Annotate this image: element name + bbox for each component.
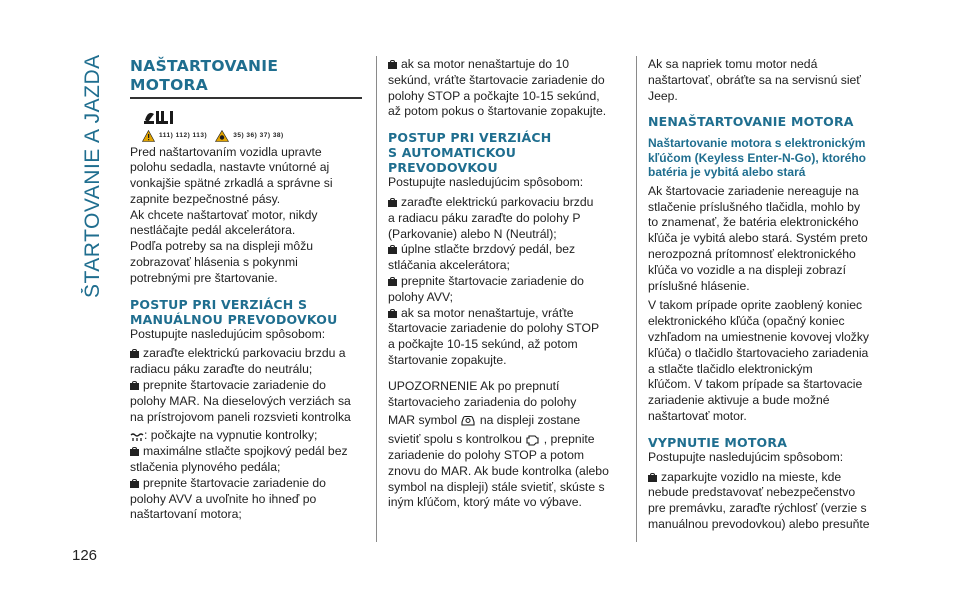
paragraph-line: Jeep. [648,88,678,103]
paragraph-line: zobrazovať hlásenia s pokynmi [130,255,298,270]
follow-instruction: Postupujte nasledujúcim spôsobom: [648,449,844,464]
heading-engine-shutdown: VYPNUTIE MOTORA [648,434,788,450]
paragraph-line: Podľa potreby sa na displeji môžu [130,239,314,254]
paragraph-line: kľúča je vybitá alebo stará. Systém preto [648,231,868,246]
note-line: štartovacieho zariadenia do polohy [388,394,577,409]
page-number: 126 [72,547,98,564]
bullet-item: ak sa motor nenaštartuje, vráťte [388,306,622,322]
heading-automatic-transmission: POSTUP PRI VERZIÁCH S AUTOMATICKOU PREVODOVKOU [388,130,552,176]
warning-triangle-icon [142,130,155,142]
note-line: iným kľúčom, ktorý máte vo výbave. [388,495,582,510]
follow-instruction: Postupujte nasledujúcim spôsobom: [388,175,584,190]
paragraph-line: kľúča) o tlačidlo štartovacieho zariadenia [648,345,869,360]
paragraph-line: a stlačte tlačidlo elektronickým [648,361,813,376]
bullet-line: a počkajte 10-15 sekúnd, až potom [388,337,578,352]
bullet-line: na prístrojovom paneli rozsvieti kontrolka [130,409,351,424]
bullet-line: polohy AVV a uvoľnite ho ihneď po [130,491,317,506]
warning-references: 111) 112) 113) [159,131,208,139]
bullet-icon [648,473,658,482]
bullet-line: štartovanie zopakujte. [388,352,507,367]
bullet-icon [388,60,398,69]
paragraph-line: zariadenie aktivuje a bude možné [648,393,830,408]
paragraph-line: elektronického kľúča (opačný koniec [648,314,845,329]
caution-references: 35) 36) 37) 38) [233,131,284,139]
bullet-item: ak sa motor nenaštartuje do 10 [388,57,622,73]
bullet-icon [130,447,140,456]
paragraph-line: stlačenie príslušného tlačidla, mohlo by [648,199,861,214]
bullet-line: štartovacie zariadenie do polohy STOP [388,321,600,336]
bullet-line: naštartovaní motora; [130,507,242,522]
engine-warning-icon [525,433,540,446]
heading-manual-transmission: POSTUP PRI VERZIÁCH S MANUÁLNOU PREVODOVKOU [130,296,338,327]
bullet-item: prepnite štartovacie zariadenie do [130,476,364,492]
paragraph-line: naštartovať motor. [648,409,747,424]
bullet-line: stláčania akcelerátora; [388,258,510,273]
paragraph-line: kľúča vo vozidle a na displeji zobrazí [648,262,846,277]
paragraph-line: vonkajšie spätné zrkadlá a správne si [130,176,333,191]
bullet-line: : počkajte na vypnutie kontrolky; [130,428,364,444]
bullet-icon [130,479,140,488]
bullet-icon [388,198,398,207]
bullet-icon [130,381,140,390]
paragraph-line: Ak sa napriek tomu motor nedá [648,57,818,71]
bullet-line: polohy MAR. Na dieselových verziách sa [130,393,351,408]
note-line: svietiť spolu s kontrolkou , prepnite [388,432,595,447]
column-divider [376,56,377,542]
reference-row [130,129,364,143]
bullet-line: nebude predstavovať nebezpečenstvo [648,485,856,500]
paragraph-line: potrebnými pre štartovanie. [130,270,278,285]
bullet-line: radiacu páku zaraďte do neutrálu; [130,362,313,377]
bullet-line: a radiacu páku zaraďte do polohy P [388,210,581,225]
engine-logo-row [130,107,364,129]
paragraph-line: V takom prípade oprite zaoblený koniec [648,298,863,313]
paragraph-line: naštartovať, obráťte sa na servisnú sieť [648,72,861,87]
bullet-line: pre premávku, zaraďte rýchlosť (verzie s [648,501,867,516]
bullet-line: manuálnou prevodovkou) alebo presuňte [648,517,870,532]
paragraph-line: zapnite bezpečnostné pásy. [130,191,281,206]
bullet-icon [388,309,398,318]
note-line: zariadenie do polohy STOP a potom [388,447,585,462]
paragraph-line: Ak štartovacie zariadenie nereaguje na [648,183,859,198]
bullet-item: prepnite štartovacie zariadenie do [130,378,364,394]
column-3 [648,57,888,533]
section-title: NAŠTARTOVANIE MOTORA [130,57,279,94]
note-line: MAR symbol na displeji zostane [388,413,581,428]
note-line: UPOZORNENIE Ak po prepnutí [388,378,560,393]
paragraph-line: nerozpozná prítomnosť elektronického [648,247,856,262]
paragraph-line: Pred naštartovaním vozidla upravte [130,144,322,159]
subheading-keyless: Naštartovanie motora s elektronickým kľúčom (Keyless Enter-N-Go), ktorého batéria je vybitá alebo stará [648,136,866,180]
note-line: znovu do MAR. Ak bude kontrolka (alebo [388,463,609,478]
paragraph-line: polohu sedadla, nastavte vnútorné aj [130,160,330,175]
bullet-item: zaraďte elektrickú parkovaciu brzdu [388,195,622,211]
column-2 [388,57,622,511]
column-divider [636,56,637,542]
bullet-line: polohy AVV; [388,289,454,304]
bullet-line: (Parkovanie) alebo N (Neutrál); [388,226,557,241]
bullet-item: úplne stlačte brzdový pedál, bez [388,242,622,258]
follow-instruction: Postupujte nasledujúcim spôsobom: [130,326,326,341]
paragraph-line: príslušné hlásenie. [648,278,750,293]
bullet-item: prepnite štartovacie zariadenie do [388,274,622,290]
paragraph-line: nestláčajte pedál akcelerátora. [130,223,296,238]
bullet-icon [388,245,398,254]
bullet-item: zaparkujte vozidlo na mieste, kde [648,470,888,486]
title-underline [130,97,362,99]
immobilizer-car-icon [460,413,476,427]
paragraph-line: Ak chcete naštartovať motor, nikdy [130,207,318,222]
caution-hand-icon [215,130,229,142]
paragraph-line: to znamenať, že batéria elektronického [648,215,859,230]
paragraph-line: vzhľadom na umiestnenie kovovej vložky [648,330,870,345]
bullet-line: sekúnd, vráťte štartovacie zariadenie do [388,72,605,87]
bullet-item: maximálne stlačte spojkový pedál bez [130,444,364,460]
bullet-icon [130,349,140,358]
side-chapter-title: ŠTARTOVANIE A JAZDA [81,54,104,298]
bullet-item: zaraďte elektrickú parkovaciu brzdu a [130,346,364,362]
paragraph-line: kľúčom. V takom prípade sa štartovacie [648,377,863,392]
diesel-engine-logo-icon [142,108,176,128]
bullet-line: stlačenia plynového pedála; [130,460,281,475]
note-line: symbol na displeji) stále svietiť, skúste s [388,479,605,494]
column-1 [130,57,364,523]
bullet-icon [388,277,398,286]
heading-engine-fail-to-start: NENAŠTARTOVANIE MOTORA [648,114,854,130]
bullet-line: až potom pokus o štartovanie zopakujte. [388,104,607,119]
bullet-line: polohy STOP a počkajte 10-15 sekúnd, [388,88,600,103]
glow-plug-icon [130,432,144,442]
